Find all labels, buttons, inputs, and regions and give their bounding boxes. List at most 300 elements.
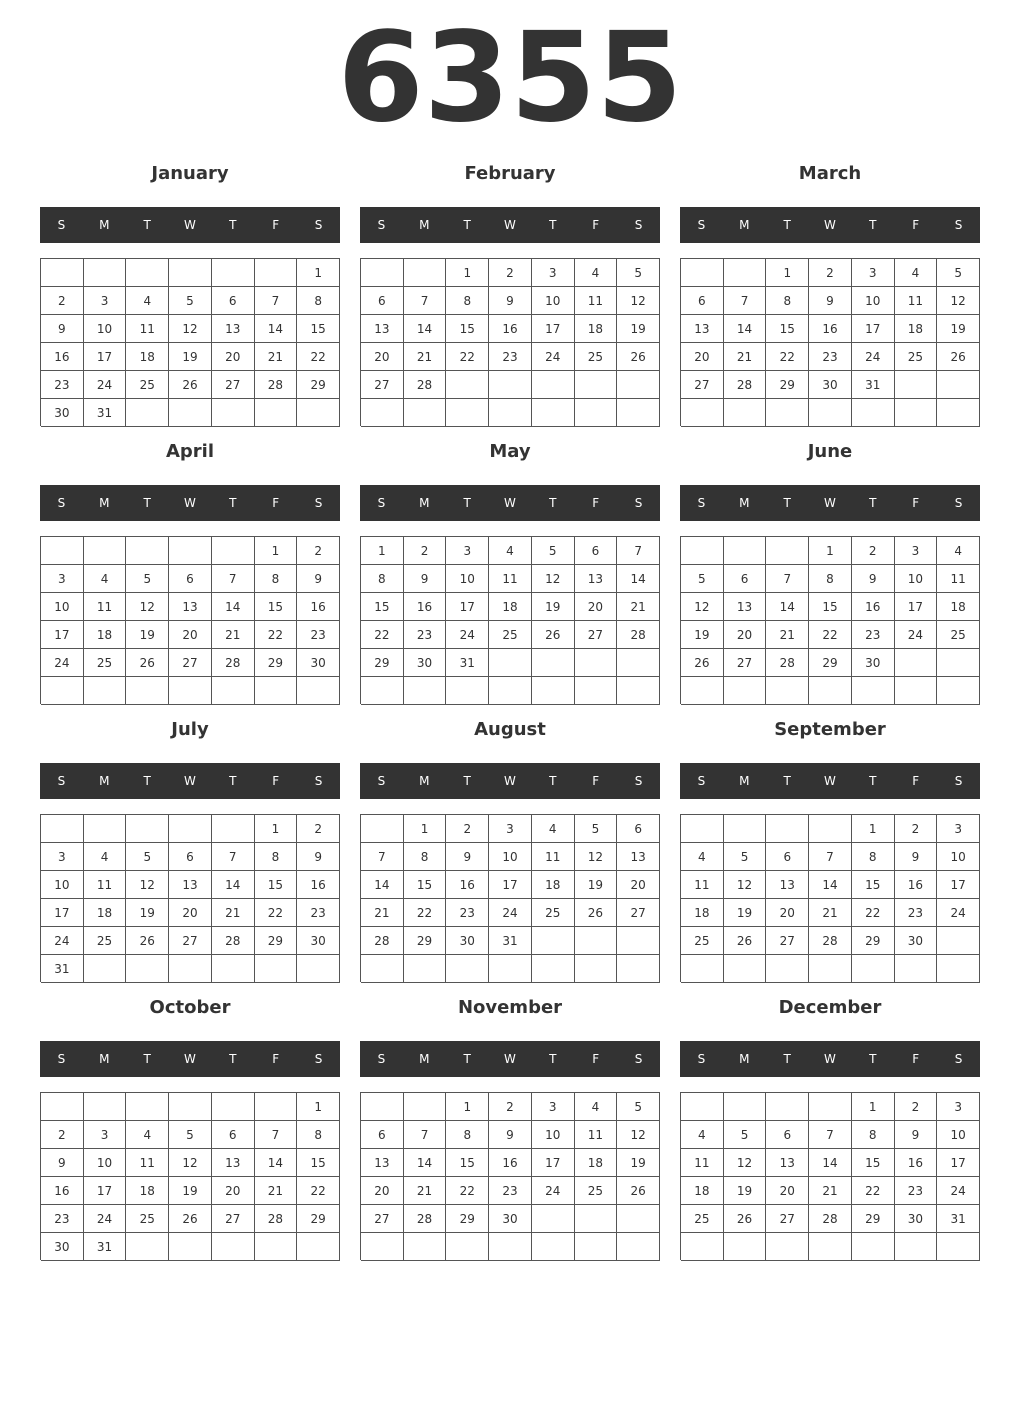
day-cell: 6 — [361, 1121, 404, 1149]
day-cell: 7 — [809, 1121, 852, 1149]
day-cell: 12 — [681, 593, 724, 621]
empty-cell — [126, 399, 169, 427]
day-cell: 20 — [617, 871, 660, 899]
weekday-label: M — [419, 1052, 430, 1066]
day-cell: 13 — [212, 1149, 255, 1177]
day-cell: 11 — [895, 287, 938, 315]
empty-cell — [724, 537, 767, 565]
month-name: June — [807, 441, 853, 462]
day-cell: 19 — [724, 1177, 767, 1205]
day-cell: 15 — [255, 593, 298, 621]
day-cell: 10 — [84, 315, 127, 343]
day-cell: 19 — [169, 343, 212, 371]
empty-cell — [575, 1233, 618, 1261]
empty-cell — [895, 371, 938, 399]
weekday-label: T — [869, 218, 877, 232]
day-cell: 23 — [404, 621, 447, 649]
day-cell: 30 — [446, 927, 489, 955]
day-cell: 29 — [297, 1205, 340, 1233]
empty-cell — [575, 649, 618, 677]
day-cell: 18 — [681, 899, 724, 927]
day-cell: 31 — [852, 371, 895, 399]
day-cell: 14 — [809, 1149, 852, 1177]
day-cell: 14 — [809, 871, 852, 899]
day-cell: 20 — [724, 621, 767, 649]
empty-cell — [446, 1233, 489, 1261]
day-cell: 26 — [681, 649, 724, 677]
empty-cell — [41, 537, 84, 565]
day-grid — [360, 536, 660, 704]
day-cell: 30 — [809, 371, 852, 399]
day-cell: 9 — [489, 1121, 532, 1149]
weekday-label: T — [869, 774, 877, 788]
empty-cell — [575, 927, 618, 955]
day-cell: 8 — [446, 1121, 489, 1149]
empty-cell — [446, 399, 489, 427]
day-cell: 22 — [766, 343, 809, 371]
day-cell: 17 — [446, 593, 489, 621]
empty-cell — [617, 677, 660, 705]
day-cell: 22 — [446, 343, 489, 371]
day-cell: 9 — [297, 565, 340, 593]
empty-cell — [361, 815, 404, 843]
day-cell: 14 — [361, 871, 404, 899]
empty-cell — [255, 259, 298, 287]
empty-cell — [41, 1093, 84, 1121]
day-cell: 2 — [297, 815, 340, 843]
day-cell: 13 — [681, 315, 724, 343]
day-cell: 28 — [404, 371, 447, 399]
day-cell: 30 — [895, 927, 938, 955]
weekday-label: T — [869, 496, 877, 510]
day-cell: 15 — [446, 315, 489, 343]
day-cell: 27 — [169, 649, 212, 677]
weekday-label: S — [954, 218, 963, 232]
day-cell: 6 — [681, 287, 724, 315]
day-cell: 25 — [681, 927, 724, 955]
day-cell: 8 — [404, 843, 447, 871]
day-cell: 3 — [937, 815, 980, 843]
weekday-label: T — [783, 218, 791, 232]
empty-cell — [404, 1093, 447, 1121]
day-cell: 16 — [809, 315, 852, 343]
weekday-header — [40, 207, 340, 243]
weekday-header — [360, 1041, 660, 1077]
day-cell: 26 — [617, 343, 660, 371]
day-cell: 20 — [212, 343, 255, 371]
day-cell: 12 — [126, 593, 169, 621]
day-cell: 16 — [852, 593, 895, 621]
empty-cell — [404, 1233, 447, 1261]
month-name: February — [464, 163, 556, 184]
day-grid — [40, 1092, 340, 1260]
weekday-label: S — [954, 496, 963, 510]
weekday-header — [360, 763, 660, 799]
day-cell: 3 — [41, 565, 84, 593]
empty-cell — [575, 371, 618, 399]
month-name: October — [149, 997, 231, 1018]
empty-cell — [169, 1093, 212, 1121]
day-cell: 2 — [41, 1121, 84, 1149]
weekday-label: S — [57, 218, 66, 232]
day-cell: 28 — [766, 649, 809, 677]
day-cell: 2 — [895, 815, 938, 843]
day-cell: 31 — [937, 1205, 980, 1233]
empty-cell — [766, 677, 809, 705]
day-cell: 7 — [724, 287, 767, 315]
day-cell: 11 — [575, 287, 618, 315]
weekday-label: W — [504, 496, 516, 510]
day-cell: 1 — [361, 537, 404, 565]
empty-cell — [895, 649, 938, 677]
empty-cell — [84, 537, 127, 565]
day-cell: 30 — [489, 1205, 532, 1233]
day-cell: 10 — [446, 565, 489, 593]
day-grid — [680, 536, 980, 704]
day-cell: 20 — [212, 1177, 255, 1205]
empty-cell — [169, 259, 212, 287]
empty-cell — [809, 815, 852, 843]
day-cell: 14 — [404, 315, 447, 343]
day-cell: 3 — [84, 287, 127, 315]
day-cell: 23 — [446, 899, 489, 927]
day-cell: 17 — [84, 343, 127, 371]
weekday-label: T — [549, 496, 557, 510]
empty-cell — [84, 955, 127, 983]
day-cell: 19 — [575, 871, 618, 899]
weekday-label: W — [504, 218, 516, 232]
months-grid — [40, 158, 980, 1270]
day-cell: 25 — [532, 899, 575, 927]
month-name: July — [171, 719, 209, 740]
day-cell: 13 — [766, 871, 809, 899]
day-cell: 24 — [937, 1177, 980, 1205]
day-cell: 26 — [724, 1205, 767, 1233]
empty-cell — [489, 371, 532, 399]
day-grid — [40, 536, 340, 704]
day-cell: 17 — [852, 315, 895, 343]
day-cell: 17 — [489, 871, 532, 899]
day-cell: 3 — [41, 843, 84, 871]
empty-cell — [212, 399, 255, 427]
day-cell: 16 — [895, 1149, 938, 1177]
day-cell: 9 — [809, 287, 852, 315]
weekday-label: W — [824, 496, 836, 510]
day-cell: 6 — [361, 287, 404, 315]
day-cell: 24 — [532, 343, 575, 371]
day-cell: 22 — [852, 1177, 895, 1205]
day-cell: 28 — [809, 1205, 852, 1233]
day-cell: 25 — [84, 649, 127, 677]
empty-cell — [895, 399, 938, 427]
day-cell: 13 — [617, 843, 660, 871]
day-cell: 25 — [681, 1205, 724, 1233]
day-cell: 28 — [361, 927, 404, 955]
empty-cell — [532, 399, 575, 427]
weekday-label: S — [697, 496, 706, 510]
day-cell: 4 — [126, 287, 169, 315]
day-cell: 26 — [617, 1177, 660, 1205]
empty-cell — [126, 1233, 169, 1261]
empty-cell — [617, 927, 660, 955]
weekday-label: S — [634, 218, 643, 232]
weekday-label: F — [272, 1052, 280, 1066]
empty-cell — [895, 955, 938, 983]
day-cell: 27 — [617, 899, 660, 927]
weekday-label: M — [99, 1052, 110, 1066]
day-cell: 23 — [809, 343, 852, 371]
day-cell: 9 — [895, 1121, 938, 1149]
day-cell: 21 — [404, 1177, 447, 1205]
empty-cell — [724, 1093, 767, 1121]
day-cell: 22 — [297, 1177, 340, 1205]
empty-cell — [126, 955, 169, 983]
empty-cell — [766, 955, 809, 983]
day-cell: 4 — [575, 259, 618, 287]
day-cell: 14 — [212, 593, 255, 621]
day-cell: 1 — [255, 815, 298, 843]
weekday-label: T — [463, 218, 471, 232]
day-cell: 12 — [126, 871, 169, 899]
weekday-header — [360, 207, 660, 243]
day-cell: 25 — [937, 621, 980, 649]
empty-cell — [809, 1093, 852, 1121]
empty-cell — [575, 677, 618, 705]
day-cell: 12 — [575, 843, 618, 871]
day-cell: 30 — [404, 649, 447, 677]
empty-cell — [404, 677, 447, 705]
day-cell: 25 — [575, 1177, 618, 1205]
month-october — [40, 992, 340, 1270]
day-cell: 10 — [852, 287, 895, 315]
day-cell: 18 — [575, 315, 618, 343]
empty-cell — [84, 677, 127, 705]
empty-cell — [126, 537, 169, 565]
day-cell: 13 — [212, 315, 255, 343]
day-cell: 11 — [489, 565, 532, 593]
day-cell: 25 — [895, 343, 938, 371]
month-name: April — [165, 441, 215, 462]
day-cell: 26 — [724, 927, 767, 955]
day-cell: 13 — [766, 1149, 809, 1177]
day-cell: 16 — [404, 593, 447, 621]
day-cell: 24 — [852, 343, 895, 371]
day-cell: 12 — [617, 1121, 660, 1149]
weekday-label: S — [634, 774, 643, 788]
day-cell: 1 — [404, 815, 447, 843]
day-cell: 12 — [724, 871, 767, 899]
day-cell: 15 — [255, 871, 298, 899]
day-cell: 26 — [169, 371, 212, 399]
day-cell: 5 — [532, 537, 575, 565]
month-april — [40, 436, 340, 714]
empty-cell — [617, 1205, 660, 1233]
day-cell: 29 — [852, 1205, 895, 1233]
empty-cell — [766, 399, 809, 427]
day-cell: 9 — [446, 843, 489, 871]
day-cell: 21 — [212, 621, 255, 649]
day-grid — [40, 258, 340, 426]
empty-cell — [681, 677, 724, 705]
day-cell: 2 — [489, 1093, 532, 1121]
day-cell: 16 — [297, 871, 340, 899]
day-cell: 29 — [766, 371, 809, 399]
day-cell: 7 — [255, 287, 298, 315]
day-cell: 5 — [681, 565, 724, 593]
weekday-label: T — [783, 1052, 791, 1066]
day-cell: 4 — [126, 1121, 169, 1149]
day-cell: 28 — [809, 927, 852, 955]
day-cell: 13 — [361, 315, 404, 343]
day-cell: 20 — [766, 899, 809, 927]
empty-cell — [361, 399, 404, 427]
empty-cell — [126, 259, 169, 287]
day-cell: 8 — [852, 843, 895, 871]
empty-cell — [41, 815, 84, 843]
day-cell: 9 — [404, 565, 447, 593]
month-november — [360, 992, 660, 1270]
day-cell: 6 — [212, 287, 255, 315]
weekday-label: F — [912, 1052, 920, 1066]
day-cell: 15 — [361, 593, 404, 621]
empty-cell — [84, 259, 127, 287]
day-cell: 11 — [575, 1121, 618, 1149]
day-cell: 6 — [169, 565, 212, 593]
day-cell: 7 — [212, 843, 255, 871]
empty-cell — [766, 1093, 809, 1121]
weekday-label: W — [184, 1052, 196, 1066]
day-cell: 18 — [681, 1177, 724, 1205]
empty-cell — [169, 677, 212, 705]
day-cell: 28 — [617, 621, 660, 649]
weekday-label: S — [314, 218, 323, 232]
weekday-label: S — [314, 774, 323, 788]
day-cell: 11 — [126, 315, 169, 343]
weekday-label: F — [272, 496, 280, 510]
empty-cell — [446, 677, 489, 705]
weekday-label: M — [739, 496, 750, 510]
weekday-label: M — [99, 218, 110, 232]
day-cell: 14 — [404, 1149, 447, 1177]
weekday-label: T — [463, 496, 471, 510]
day-cell: 20 — [681, 343, 724, 371]
weekday-label: T — [143, 496, 151, 510]
day-cell: 8 — [255, 843, 298, 871]
day-cell: 11 — [937, 565, 980, 593]
empty-cell — [126, 815, 169, 843]
day-cell: 25 — [575, 343, 618, 371]
day-cell: 8 — [297, 1121, 340, 1149]
day-cell: 30 — [297, 649, 340, 677]
empty-cell — [809, 677, 852, 705]
empty-cell — [937, 399, 980, 427]
day-cell: 9 — [895, 843, 938, 871]
empty-cell — [297, 955, 340, 983]
day-cell: 30 — [297, 927, 340, 955]
weekday-label: S — [634, 496, 643, 510]
day-cell: 7 — [255, 1121, 298, 1149]
day-cell: 3 — [532, 259, 575, 287]
weekday-label: S — [377, 1052, 386, 1066]
weekday-label: T — [783, 774, 791, 788]
day-cell: 6 — [169, 843, 212, 871]
weekday-label: T — [143, 1052, 151, 1066]
day-cell: 3 — [489, 815, 532, 843]
day-cell: 17 — [937, 1149, 980, 1177]
empty-cell — [297, 399, 340, 427]
weekday-label: M — [419, 218, 430, 232]
day-cell: 4 — [84, 565, 127, 593]
empty-cell — [766, 815, 809, 843]
day-cell: 5 — [126, 565, 169, 593]
empty-cell — [809, 955, 852, 983]
empty-cell — [489, 399, 532, 427]
empty-cell — [255, 1093, 298, 1121]
empty-cell — [532, 677, 575, 705]
day-cell: 18 — [532, 871, 575, 899]
day-cell: 13 — [724, 593, 767, 621]
empty-cell — [297, 1233, 340, 1261]
day-cell: 6 — [212, 1121, 255, 1149]
month-name: May — [489, 441, 531, 462]
day-cell: 4 — [532, 815, 575, 843]
weekday-label: F — [592, 774, 600, 788]
day-cell: 7 — [361, 843, 404, 871]
day-cell: 25 — [126, 1205, 169, 1233]
weekday-label: F — [592, 218, 600, 232]
empty-cell — [681, 955, 724, 983]
empty-cell — [617, 1233, 660, 1261]
empty-cell — [724, 815, 767, 843]
day-cell: 19 — [681, 621, 724, 649]
day-cell: 29 — [852, 927, 895, 955]
empty-cell — [681, 1233, 724, 1261]
day-cell: 28 — [212, 927, 255, 955]
day-cell: 5 — [126, 843, 169, 871]
day-cell: 8 — [255, 565, 298, 593]
day-cell: 4 — [681, 843, 724, 871]
weekday-label: S — [954, 774, 963, 788]
weekday-label: S — [377, 774, 386, 788]
weekday-label: T — [229, 496, 237, 510]
empty-cell — [532, 1233, 575, 1261]
day-cell: 4 — [489, 537, 532, 565]
day-cell: 8 — [809, 565, 852, 593]
weekday-label: S — [377, 496, 386, 510]
day-cell: 15 — [297, 1149, 340, 1177]
day-cell: 3 — [446, 537, 489, 565]
empty-cell — [681, 537, 724, 565]
month-february — [360, 158, 660, 436]
month-name: December — [778, 997, 882, 1018]
empty-cell — [937, 927, 980, 955]
year-title: 6355 — [337, 6, 683, 150]
day-cell: 27 — [766, 927, 809, 955]
month-march — [680, 158, 980, 436]
empty-cell — [212, 537, 255, 565]
empty-cell — [212, 677, 255, 705]
weekday-label: T — [229, 218, 237, 232]
empty-cell — [212, 815, 255, 843]
day-cell: 15 — [852, 871, 895, 899]
day-cell: 17 — [895, 593, 938, 621]
empty-cell — [41, 259, 84, 287]
day-cell: 29 — [255, 649, 298, 677]
day-cell: 2 — [41, 287, 84, 315]
empty-cell — [681, 1093, 724, 1121]
day-cell: 19 — [617, 1149, 660, 1177]
day-cell: 23 — [489, 343, 532, 371]
